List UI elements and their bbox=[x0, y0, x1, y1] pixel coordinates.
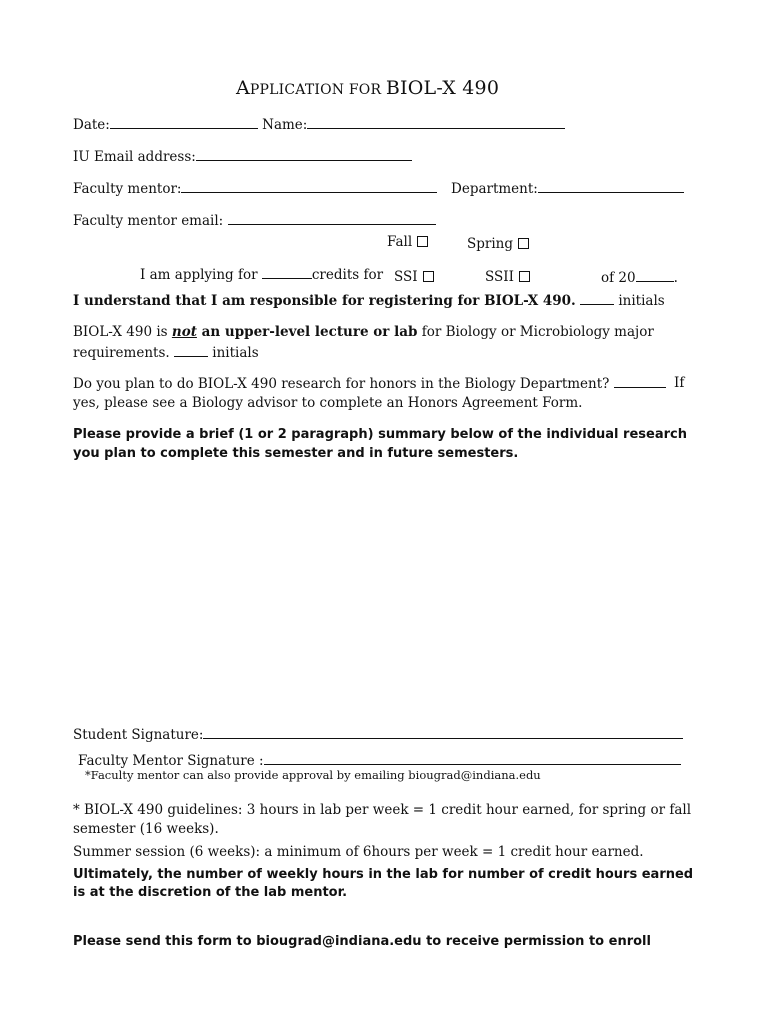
ssi-checkbox[interactable] bbox=[423, 271, 434, 282]
discretion-line-2: is at the discretion of the lab mentor. bbox=[73, 885, 348, 900]
honors-answer-field[interactable] bbox=[614, 375, 666, 388]
send-form-instruction: Please send this form to biougrad@indiana.edu to receive permission to enroll bbox=[73, 934, 651, 949]
date-row bbox=[73, 116, 565, 133]
name-label: Name: bbox=[262, 117, 308, 133]
mentor-field[interactable] bbox=[181, 180, 437, 193]
requirements-initials-field[interactable] bbox=[174, 344, 208, 357]
mentor-signature-row bbox=[78, 752, 681, 769]
email-label: IU Email address: bbox=[73, 149, 196, 165]
summary-prompt-line-2: you plan to complete this semester and in future semesters. bbox=[73, 446, 519, 461]
ssii-option[interactable] bbox=[485, 269, 530, 285]
email-row bbox=[73, 148, 412, 165]
ssi-option[interactable] bbox=[394, 269, 434, 285]
guidelines-line-1: * BIOL-X 490 guidelines: 3 hours in lab per week = 1 credit hour earned, for spring or fall bbox=[73, 802, 692, 818]
student-signature-row bbox=[73, 726, 683, 743]
page-title: APPLICATION FOR BIOL-X 490 bbox=[236, 77, 500, 99]
honors-if: If bbox=[674, 375, 685, 391]
mentor-label: Faculty mentor: bbox=[73, 181, 182, 197]
credits-row bbox=[140, 266, 383, 283]
spring-label: Spring bbox=[467, 236, 513, 252]
mentor-row bbox=[73, 180, 437, 197]
ssi-label: SSI bbox=[394, 269, 418, 285]
fall-label: Fall bbox=[387, 234, 413, 250]
year-field[interactable] bbox=[636, 269, 674, 282]
mentor-email-label: Faculty mentor email: bbox=[73, 213, 224, 229]
summary-text-area[interactable] bbox=[73, 470, 683, 715]
student-signature-field[interactable] bbox=[203, 726, 683, 739]
date-field[interactable] bbox=[110, 116, 258, 129]
mentor-email-note: *Faculty mentor can also provide approval by emailing biougrad@indiana.edu bbox=[85, 768, 541, 782]
applying-label: I am applying for bbox=[140, 267, 258, 283]
of-20-label: of 20 bbox=[601, 270, 636, 286]
spring-option[interactable] bbox=[467, 236, 529, 252]
credits-for-label: credits for bbox=[311, 267, 384, 283]
spring-checkbox[interactable] bbox=[518, 238, 529, 249]
year-row: of 20 . bbox=[601, 270, 678, 286]
responsible-initials-field[interactable] bbox=[580, 292, 614, 305]
mentor-signature-field[interactable] bbox=[264, 752, 681, 765]
email-field[interactable] bbox=[196, 148, 412, 161]
name-field[interactable] bbox=[307, 116, 565, 129]
requirements-row: requirements. initials bbox=[73, 345, 259, 361]
mentor-email-row bbox=[73, 212, 436, 229]
mentor-signature-label: Faculty Mentor Signature : bbox=[78, 753, 264, 769]
summer-guideline: Summer session (6 weeks): a minimum of 6hours per week = 1 credit hour earned. bbox=[73, 844, 644, 860]
not-upper-level-statement: BIOL-X 490 is not an upper-level lecture or lab for Biology or Microbiology major bbox=[73, 324, 654, 340]
discretion-line-1: Ultimately, the number of weekly hours in the lab for number of credit hours earned bbox=[73, 867, 694, 882]
mentor-email-field[interactable] bbox=[228, 212, 436, 225]
fall-option[interactable] bbox=[387, 234, 428, 250]
credits-field[interactable] bbox=[262, 266, 312, 279]
fall-checkbox[interactable] bbox=[417, 236, 428, 247]
honors-question: Do you plan to do BIOL-X 490 research for honors in the Biology Department? bbox=[73, 375, 666, 392]
department-field[interactable] bbox=[538, 180, 684, 193]
guidelines-line-2: semester (16 weeks). bbox=[73, 821, 219, 837]
responsible-statement: I understand that I am responsible for registering for BIOL-X 490. initials bbox=[73, 293, 665, 309]
date-label: Date: bbox=[73, 117, 110, 133]
student-signature-label: Student Signature: bbox=[73, 727, 204, 743]
honors-followup: yes, please see a Biology advisor to complete an Honors Agreement Form. bbox=[73, 395, 583, 411]
department-label: Department: bbox=[451, 181, 538, 197]
summary-prompt-line-1: Please provide a brief (1 or 2 paragraph) summary below of the individual research bbox=[73, 427, 687, 442]
ssii-label: SSII bbox=[485, 269, 514, 285]
ssii-checkbox[interactable] bbox=[519, 271, 530, 282]
department-row bbox=[451, 180, 684, 197]
